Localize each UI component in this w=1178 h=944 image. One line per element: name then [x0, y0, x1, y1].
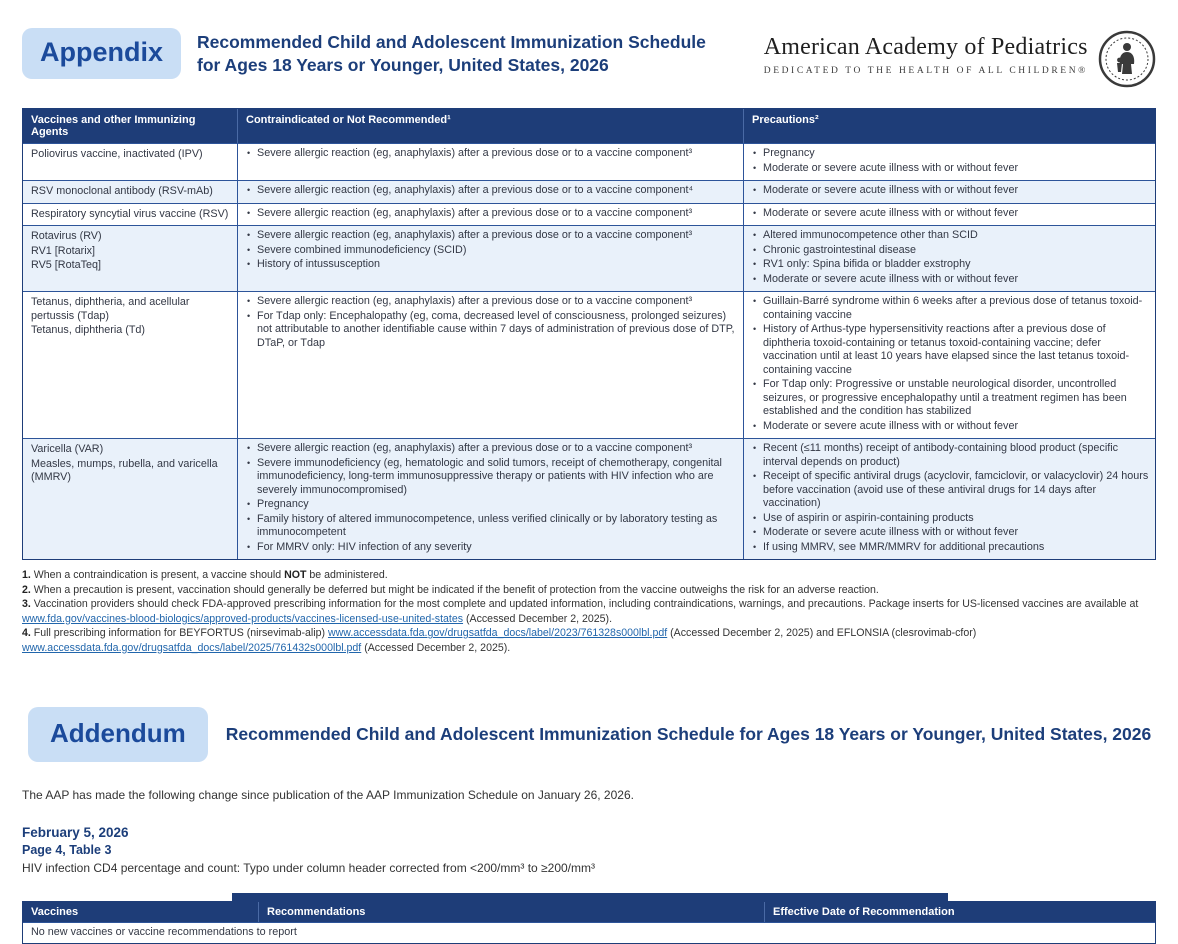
bullet-item: • Use of aspirin or aspirin-containing products	[752, 512, 1149, 526]
contraindications-cell	[238, 226, 744, 291]
bullet-item: • For MMRV only: HIV infection of any severity	[246, 541, 735, 555]
column-header-recommendations: Recommendations	[259, 902, 765, 922]
aap-emblem-icon	[1098, 30, 1156, 88]
column-header-vaccines: Vaccines	[23, 902, 259, 922]
bullet-list	[246, 184, 735, 198]
footer-bar	[232, 893, 948, 902]
bullet-item: • Severe immunodeficiency (eg, hematologic and solid tumors, receipt of chemotherapy, congenital immunodeficiency, long-term immunosuppressive therapy or patients with HIV infection who are severely immunocompromised)	[246, 457, 735, 498]
appendix-badge: Appendix	[22, 28, 181, 79]
bullet-item: • Severe allergic reaction (eg, anaphylaxis) after a previous dose or to a vaccine component³	[246, 442, 735, 456]
bullet-item: • Moderate or severe acute illness with or without fever	[752, 420, 1149, 434]
vaccine-row	[23, 291, 1155, 438]
addendum-table-header	[23, 902, 1155, 922]
bullet-list	[246, 207, 735, 221]
bullet-list	[752, 229, 1149, 286]
footnote-3	[22, 597, 1156, 626]
contraindications-cell	[238, 204, 744, 226]
bullet-list	[752, 184, 1149, 198]
bullet-item: • Severe allergic reaction (eg, anaphylaxis) after a previous dose or to a vaccine component⁴	[246, 184, 735, 198]
appendix-table-header	[23, 109, 1155, 143]
contraindications-cell	[238, 144, 744, 180]
contraindications-cell	[238, 292, 744, 438]
precautions-cell	[744, 226, 1157, 291]
footnote-number: 4.	[22, 627, 34, 639]
bullet-list	[246, 147, 735, 161]
bullet-item: • For Tdap only: Encephalopathy (eg, coma, decreased level of consciousness, prolonged seizures) not attributable to another identifiable cause within 7 days of administration of previous dose of DTP, DTaP, or Tdap	[246, 310, 735, 351]
footnote-number: 2.	[22, 583, 34, 596]
bullet-list	[246, 295, 735, 350]
bullet-item: • Severe allergic reaction (eg, anaphylaxis) after a previous dose or to a vaccine component³	[246, 295, 735, 309]
precautions-cell	[744, 292, 1157, 438]
vaccine-row	[23, 438, 1155, 559]
footnote-text: be administered.	[306, 569, 388, 581]
bullet-item: • Moderate or severe acute illness with or without fever	[752, 184, 1149, 198]
addendum-date-heading: February 5, 2026	[22, 825, 129, 840]
vaccine-row	[23, 180, 1155, 203]
footnote-1	[22, 568, 1156, 583]
bullet-item: • Moderate or severe acute illness with or without fever	[752, 207, 1149, 221]
bullet-item: • Altered immunocompetence other than SCID	[752, 229, 1149, 243]
footnote-text: Full prescribing information for BEYFORTUS (nirsevimab-alip)	[33, 627, 328, 639]
footnote-text: Vaccination providers should check FDA-approved prescribing information for the most complete and updated information, including contraindications, warnings, and precautions. Package inserts for US-licensed vaccines are available at	[33, 598, 1139, 610]
addendum-table-cell: No new vaccines or vaccine recommendations to report	[31, 926, 297, 938]
vaccine-name-line: RV1 [Rotarix]	[31, 244, 96, 257]
addendum-title: Recommended Child and Adolescent Immunization Schedule for Ages 18 Years or Younger, United States, 2026	[225, 724, 1152, 744]
aap-logo	[764, 28, 1156, 88]
vaccine-name-cell	[23, 181, 238, 203]
bullet-item: • Severe allergic reaction (eg, anaphylaxis) after a previous dose or to a vaccine component³	[246, 229, 735, 243]
footnote-text: When a precaution is present, vaccination should generally be deferred but might be indicated if the benefit of protection from the vaccine outweighs the risk for an adverse reaction.	[33, 583, 879, 596]
addendum-intro: The AAP has made the following change since publication of the AAP Immunization Schedule on January 26, 2026.	[22, 788, 634, 802]
bullet-item: • Pregnancy	[246, 498, 735, 512]
vaccine-row	[23, 203, 1155, 226]
precautions-cell	[744, 181, 1157, 203]
bullet-list	[246, 442, 735, 554]
vaccine-name-cell	[23, 226, 238, 291]
bullet-item: • Severe allergic reaction (eg, anaphylaxis) after a previous dose or to a vaccine component³	[246, 207, 735, 221]
bullet-item: • Moderate or severe acute illness with or without fever	[752, 162, 1149, 176]
vaccine-name-line: Tetanus, diphtheria, and acellular pertussis (Tdap)	[31, 296, 190, 322]
footnote-text: When a contraindication is present, a vaccine should	[33, 569, 285, 581]
footnote-text: (Accessed December 2, 2025).	[463, 612, 613, 625]
vaccine-name-cell	[23, 144, 238, 180]
vaccine-name-cell	[23, 439, 238, 559]
vaccine-name-line: Respiratory syncytial virus vaccine (RSV)	[31, 207, 229, 220]
vaccine-row	[23, 143, 1155, 180]
bullet-item: • Receipt of specific antiviral drugs (acyclovir, famciclovir, or valacyclovir) 24 hours before vaccination (avoid use of these antiviral drugs for 14 days after vaccination)	[752, 470, 1149, 511]
column-header-effective-date: Effective Date of Recommendation	[773, 906, 955, 918]
bullet-item: • Severe combined immunodeficiency (SCID)	[246, 244, 735, 258]
addendum-header	[22, 707, 1156, 762]
aap-logo-tagline: DEDICATED TO THE HEALTH OF ALL CHILDREN®	[763, 66, 1088, 76]
contraindications-cell	[238, 181, 744, 203]
bullet-list	[752, 442, 1149, 554]
addendum-change-text: HIV infection CD4 percentage and count: Typo under column header corrected from <200/mm³ to ≥200/mm³	[22, 861, 595, 875]
addendum-table	[22, 901, 1156, 944]
bullet-item: • Pregnancy	[752, 147, 1149, 161]
bullet-list	[752, 147, 1149, 175]
appendix-title-line1: Recommended Child and Adolescent Immunization Schedule	[197, 32, 706, 52]
vaccine-name-line: Varicella (VAR)	[31, 443, 104, 455]
column-header-contraindicated: Contraindicated or Not Recommended¹	[238, 109, 744, 143]
column-header-vaccines: Vaccines and other Immunizing Agents	[23, 109, 238, 143]
vaccine-name-line: Rotavirus (RV)	[31, 230, 102, 242]
contraindications-cell	[238, 439, 744, 559]
appendix-table	[22, 108, 1156, 560]
vaccine-name-cell	[23, 292, 238, 438]
bullet-item: • History of intussusception	[246, 258, 735, 272]
footnotes	[22, 568, 1156, 655]
bullet-item: • History of Arthus-type hypersensitivity reactions after a previous dose of diphtheria toxoid-containing or tetanus toxoid-containing vaccine; defer vaccination until at least 10 years have elapsed since the last tetanus toxoid-containing vaccine	[752, 323, 1149, 377]
bullet-item: • Chronic gastrointestinal disease	[752, 244, 1149, 258]
bullet-item: • For Tdap only: Progressive or unstable neurological disorder, uncontrolled seizures, or progressive encephalopathy until a treatment regimen has been established and the condition has stabilized	[752, 378, 1149, 419]
footnote-4	[22, 626, 1156, 655]
aap-logo-name: American Academy of Pediatrics	[763, 34, 1088, 60]
footnote-link[interactable]: www.fda.gov/vaccines-blood-biologics/approved-products/vaccines-licensed-use-united-states	[22, 612, 464, 625]
bullet-list	[752, 207, 1149, 221]
precautions-cell	[744, 204, 1157, 226]
bullet-item: • Guillain-Barré syndrome within 6 weeks after a previous dose of tetanus toxoid-containing vaccine	[752, 295, 1149, 322]
vaccine-row	[23, 225, 1155, 291]
footnote-number: 1.	[22, 569, 34, 581]
precautions-cell	[744, 144, 1157, 180]
vaccine-name-line: Measles, mumps, rubella, and varicella (MMRV)	[31, 457, 218, 483]
footnote-bold-text: NOT	[284, 569, 307, 581]
vaccine-name-cell	[23, 204, 238, 226]
bullet-item: • Moderate or severe acute illness with or without fever	[752, 273, 1149, 287]
addendum-badge: Addendum	[28, 707, 208, 762]
appendix-table-body	[23, 143, 1155, 559]
page-header	[22, 28, 1156, 88]
bullet-item: • RV1 only: Spina bifida or bladder exstrophy	[752, 258, 1149, 272]
precautions-cell	[744, 439, 1157, 559]
footnote-2	[22, 583, 1156, 598]
bullet-list	[246, 229, 735, 272]
bullet-item: • Recent (≤11 months) receipt of antibody-containing blood product (specific interval depends on product)	[752, 442, 1149, 469]
bullet-item: • Family history of altered immunocompetence, unless verified clinically or by laboratory testing as immunocompetent	[246, 513, 735, 540]
vaccine-name-line: Poliovirus vaccine, inactivated (IPV)	[31, 148, 203, 160]
appendix-title	[197, 28, 706, 77]
footnote-text: (Accessed December 2, 2025).	[361, 641, 511, 654]
bullet-item: • If using MMRV, see MMR/MMRV for additional precautions	[752, 541, 1149, 555]
vaccine-name-line: RV5 [RotaTeq]	[31, 259, 102, 271]
footnote-text: (Accessed December 2, 2025) and EFLONSIA (clesrovimab-cfor)	[667, 627, 977, 639]
footnote-link[interactable]: www.accessdata.fda.gov/drugsatfda_docs/label/2025/761432s000lbl.pdf	[22, 641, 362, 654]
footnote-link[interactable]: www.accessdata.fda.gov/drugsatfda_docs/label/2023/761328s000lbl.pdf	[327, 627, 668, 639]
bullet-list	[752, 295, 1149, 433]
column-header-precautions: Precautions²	[752, 114, 819, 126]
vaccine-name-line: RSV monoclonal antibody (RSV-mAb)	[31, 185, 213, 197]
addendum-table-row	[23, 922, 1155, 943]
footnote-number: 3.	[22, 598, 34, 610]
aap-logo-text	[764, 34, 1088, 76]
appendix-title-line2: for Ages 18 Years or Younger, United States, 2026	[197, 55, 609, 75]
bullet-item: • Severe allergic reaction (eg, anaphylaxis) after a previous dose or to a vaccine component³	[246, 147, 735, 161]
vaccine-name-line: Tetanus, diphtheria (Td)	[31, 324, 146, 336]
addendum-page-heading: Page 4, Table 3	[22, 843, 112, 857]
bullet-item: • Moderate or severe acute illness with or without fever	[752, 526, 1149, 540]
